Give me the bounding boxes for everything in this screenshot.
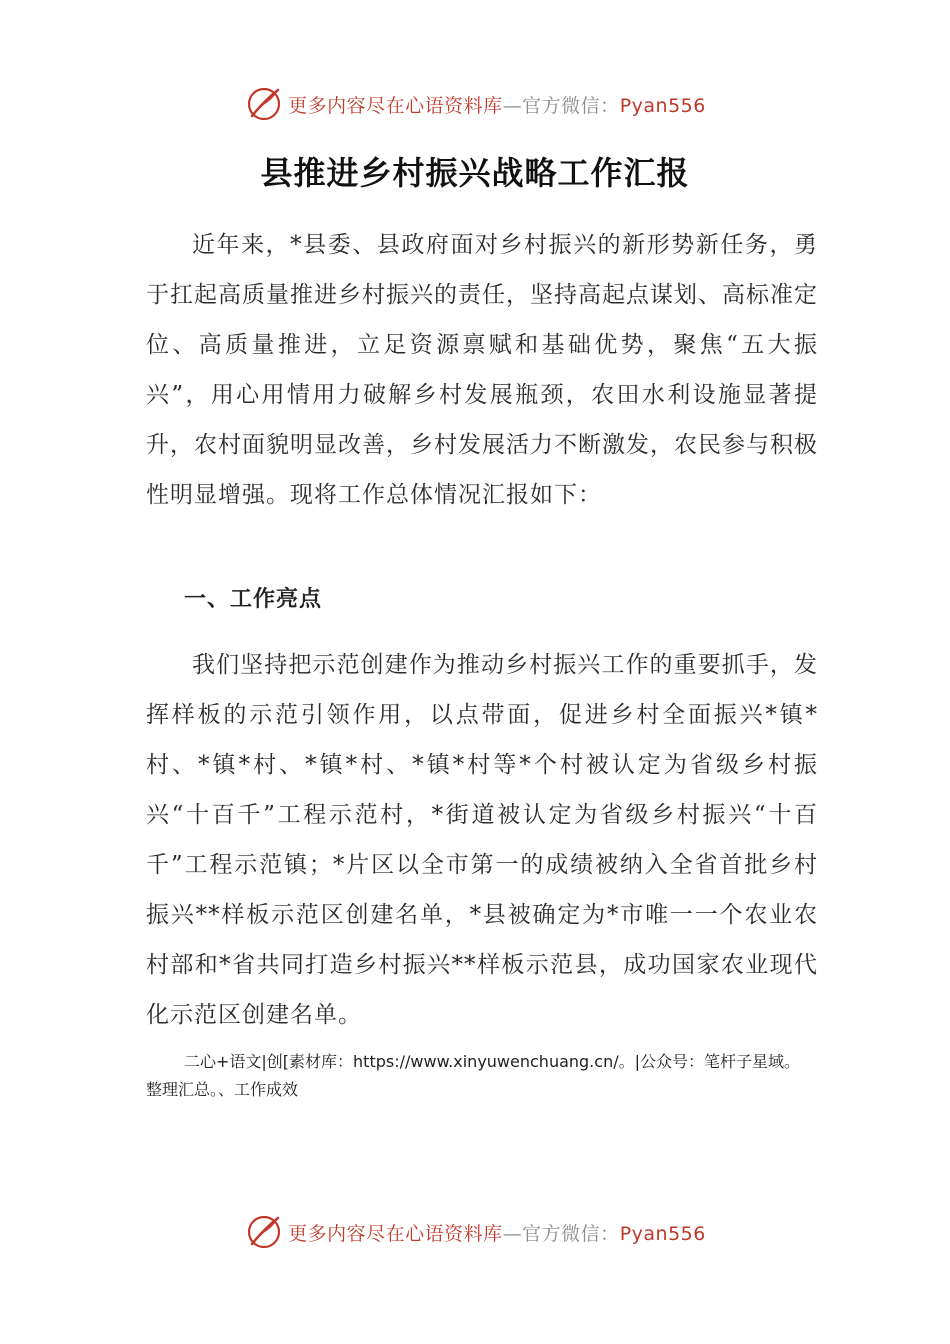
section-heading-highlights: 一、工作亮点 bbox=[184, 587, 323, 612]
footer-note: 二心+语文|创[素材库：https://www.xinyuwenchuang.cn/。|公众号：笔杆子星域。整理汇总。、工作成效 bbox=[146, 1052, 800, 1099]
watermark-text: 更多内容尽在心语资料库—官方微信：Pyan556 bbox=[288, 1222, 706, 1245]
quill-logo-icon bbox=[244, 84, 284, 124]
intro-paragraph: 近年来，*县委、县政府面对乡村振兴的新形势新任务，勇于扛起高质量推进乡村振兴的责任，坚持高起点谋划、高标准定位、高质量推进，立足资源禀赋和基础优势，聚焦“五大振兴”，用心用情用力破解乡村发展瓶颈，农田水利设施显著提升，农村面貌明显改善，乡村发展活力不断激发，农民参与积极性明显增强。现将工作总体情况汇报如下： bbox=[146, 232, 818, 508]
watermark-banner-top bbox=[0, 82, 950, 126]
document-title: 县推进乡村振兴战略工作汇报 bbox=[260, 154, 690, 192]
quill-logo-icon bbox=[244, 1212, 284, 1252]
watermark-text: 更多内容尽在心语资料库—官方微信：Pyan556 bbox=[288, 94, 706, 117]
highlights-paragraph: 我们坚持把示范创建作为推动乡村振兴工作的重要抓手，发挥样板的示范引领作用，以点带面，促进乡村全面振兴*镇*村、*镇*村、*镇*村、*镇*村等*个村被认定为省级乡村振兴“十百千”工程示范村，*街道被认定为省级乡村振兴“十百千”工程示范镇；*片区以全市第一的成绩被纳入全省首批乡村振兴**样板示范区创建名单，*县被确定为*市唯一一个农业农村部和*省共同打造乡村振兴**样板示范县，成功国家农业现代化示范区创建名单。 bbox=[146, 652, 818, 1028]
watermark-banner-bottom bbox=[0, 1210, 950, 1254]
